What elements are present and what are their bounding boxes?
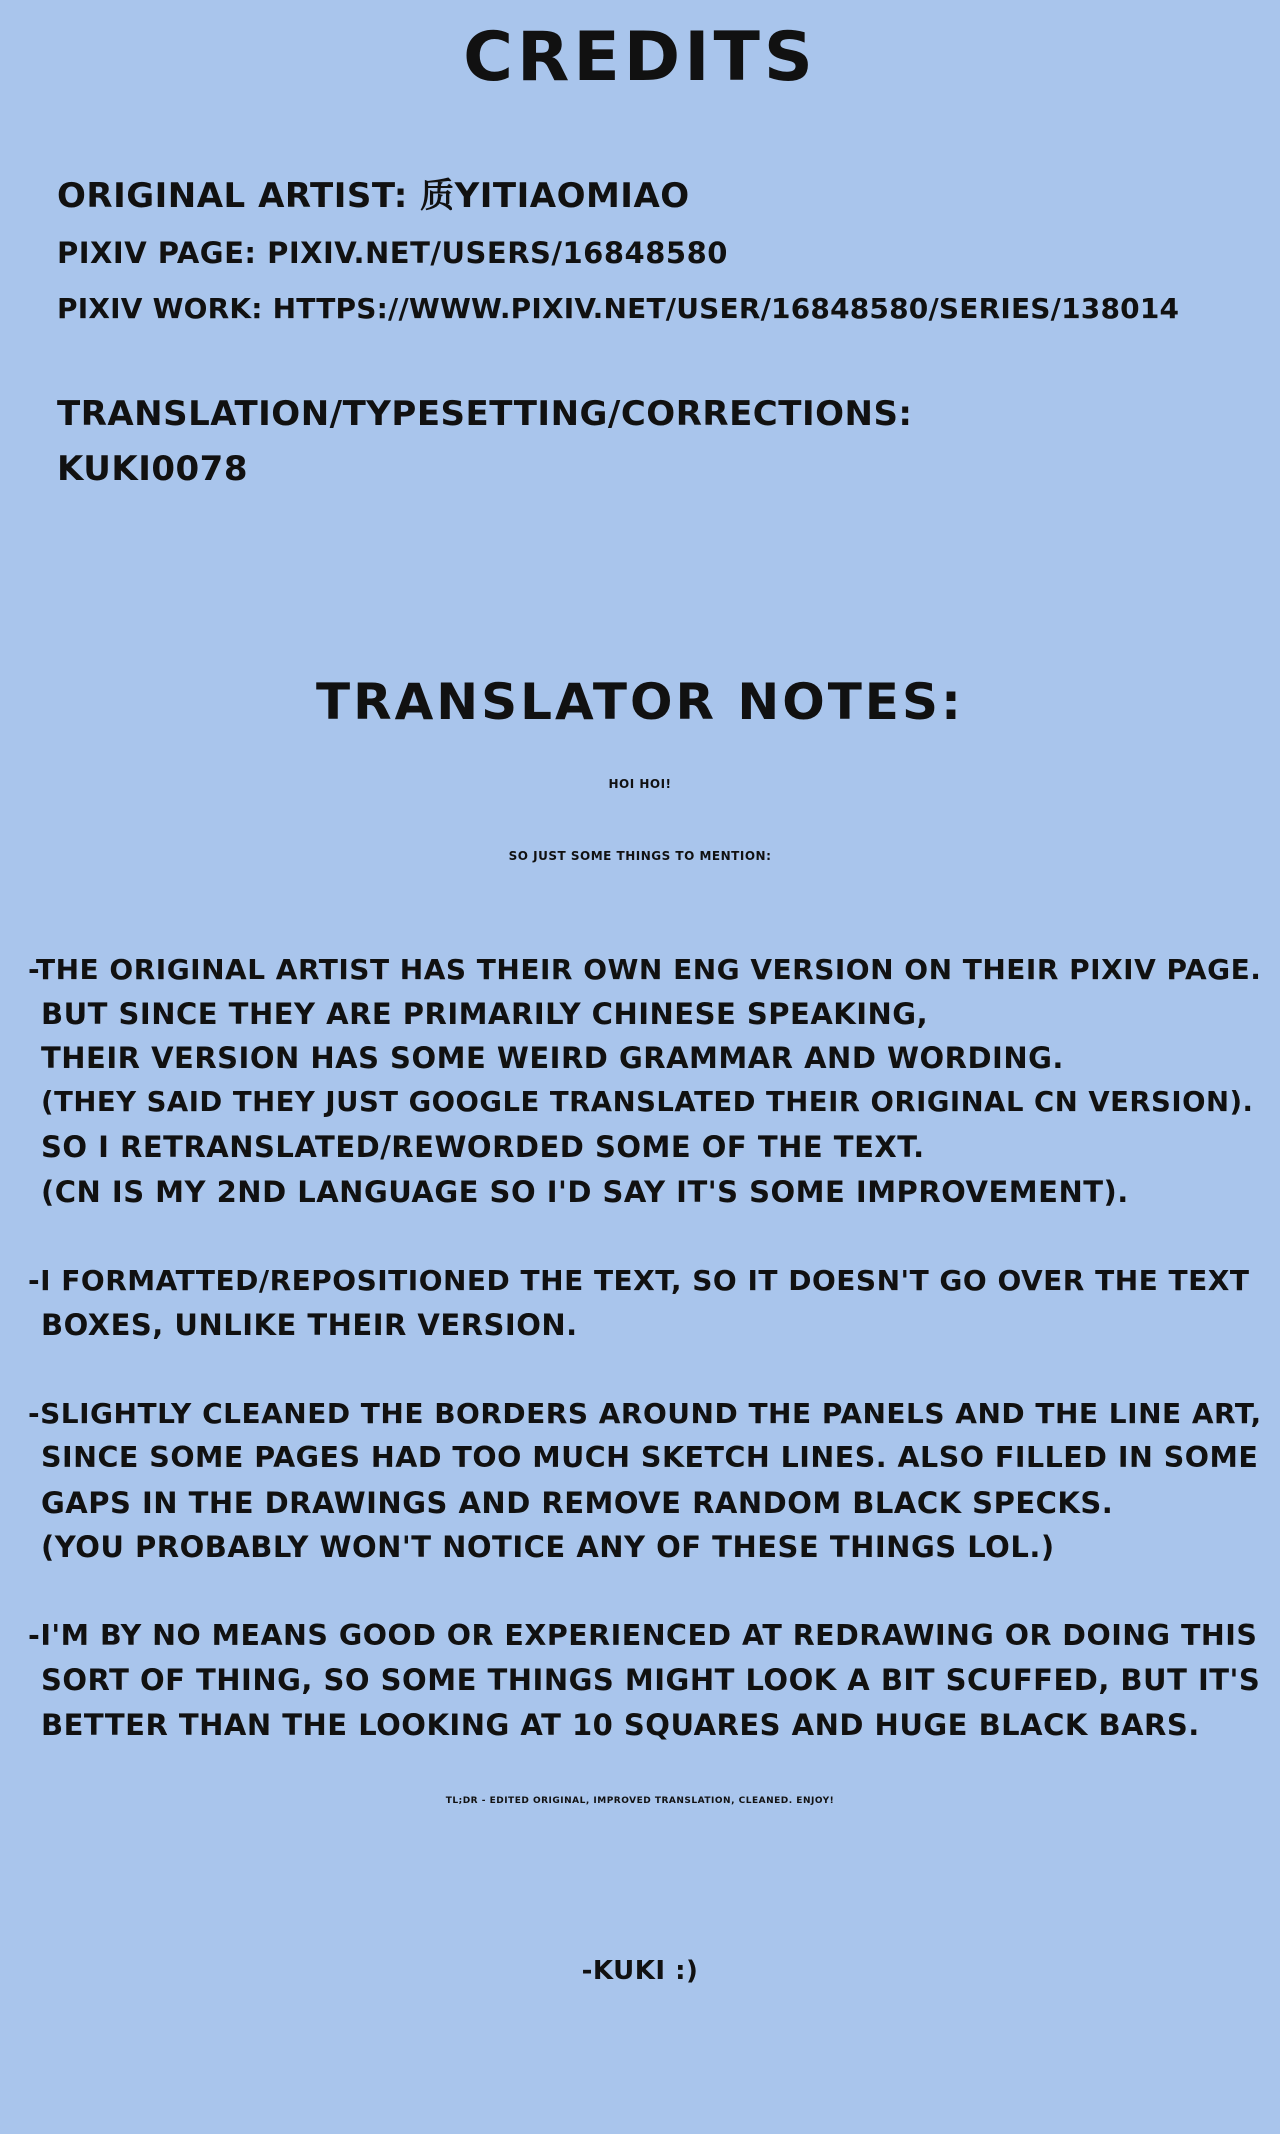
note-line: -THE ORIGINAL ARTIST HAS THEIR OWN ENG VERSION ON THEIR PIXIV PAGE.: [28, 953, 1262, 986]
notes-intro: SO JUST SOME THINGS TO MENTION:: [508, 849, 772, 863]
note-line: BUT SINCE THEY ARE PRIMARILY CHINESE SPEAKING,: [41, 997, 929, 1031]
original-artist-label: ORIGINAL ARTIST:: [57, 176, 408, 216]
translator-notes-title: TRANSLATOR NOTES:: [316, 673, 964, 731]
note-line: -I FORMATTED/REPOSITIONED THE TEXT, SO IT DOESN'T GO OVER THE TEXT: [28, 1264, 1250, 1297]
pixiv-page-line: PIXIV PAGE: PIXIV.NET/USERS/16848580: [57, 236, 728, 270]
translation-label: TRANSLATION/TYPESETTING/CORRECTIONS:: [57, 394, 913, 434]
note-line: SO I RETRANSLATED/REWORDED SOME OF THE TEXT.: [41, 1130, 925, 1164]
note-line: SORT OF THING, SO SOME THINGS MIGHT LOOK A BIT SCUFFED, BUT IT'S: [41, 1663, 1261, 1697]
note-line: -I'M BY NO MEANS GOOD OR EXPERIENCED AT REDRAWING OR DOING THIS: [28, 1619, 1258, 1652]
note-line: BETTER THAN THE LOOKING AT 10 SQUARES AND HUGE BLACK BARS.: [41, 1708, 1200, 1742]
note-line: (CN IS MY 2ND LANGUAGE SO I'D SAY IT'S SOME IMPROVEMENT).: [41, 1175, 1129, 1209]
note-line: -SLIGHTLY CLEANED THE BORDERS AROUND THE PANELS AND THE LINE ART,: [28, 1397, 1262, 1430]
note-line: (YOU PROBABLY WON'T NOTICE ANY OF THESE THINGS LOL.): [41, 1530, 1055, 1564]
greeting: HOI HOI!: [608, 777, 672, 791]
original-artist-line: [57, 168, 690, 217]
credits-title: CREDITS: [463, 18, 817, 97]
note-line: GAPS IN THE DRAWINGS AND REMOVE RANDOM BLACK SPECKS.: [41, 1486, 1114, 1520]
original-artist-value: 质YITIAOMIAO: [420, 176, 690, 216]
translator-name: KUKI0078: [57, 449, 248, 489]
tldr-line: TL;DR - EDITED ORIGINAL, IMPROVED TRANSLATION, CLEANED. ENJOY!: [445, 1796, 835, 1806]
pixiv-work-line: PIXIV WORK: HTTPS://WWW.PIXIV.NET/USER/16848580/SERIES/138014: [57, 292, 1180, 325]
note-line: THEIR VERSION HAS SOME WEIRD GRAMMAR AND WORDING.: [41, 1041, 1064, 1075]
note-line: SINCE SOME PAGES HAD TOO MUCH SKETCH LINES. ALSO FILLED IN SOME: [41, 1441, 1259, 1474]
note-line: BOXES, UNLIKE THEIR VERSION.: [41, 1308, 578, 1342]
note-line: (THEY SAID THEY JUST GOOGLE TRANSLATED THEIR ORIGINAL CN VERSION).: [41, 1086, 1254, 1118]
signature: -KUKI :): [581, 1956, 699, 1986]
